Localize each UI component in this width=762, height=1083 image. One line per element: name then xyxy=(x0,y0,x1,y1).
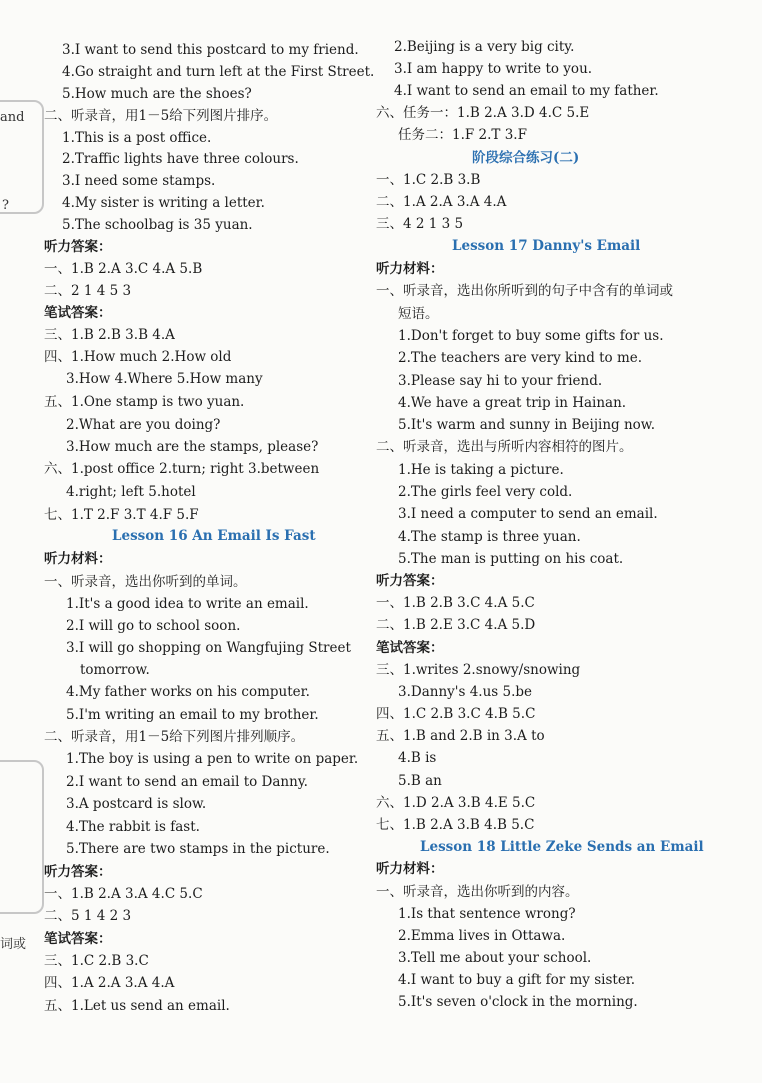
text-line: 1.Don't forget to buy some gifts for us. xyxy=(398,328,664,344)
text-line: 4.My sister is writing a letter. xyxy=(62,195,265,211)
bleed-text-words: 词或 xyxy=(0,937,27,952)
answer-line: 四、1.How much 2.How old xyxy=(44,349,232,365)
text-line: 4.The rabbit is fast. xyxy=(66,819,200,835)
text-line: 4.I want to send an email to my father. xyxy=(394,83,659,99)
lesson-16-title: Lesson 16 An Email Is Fast xyxy=(112,528,316,544)
label-written-answers: 笔试答案： xyxy=(44,305,112,321)
lesson-17-title: Lesson 17 Danny's Email xyxy=(452,238,641,254)
stage-review-title: 阶段综合练习(二) xyxy=(472,150,580,166)
answer-line: 五、1.B and 2.B in 3.A to xyxy=(376,728,545,744)
text-line: 5.It's seven o'clock in the morning. xyxy=(398,994,638,1010)
answer-line: 4.B is xyxy=(398,750,437,766)
section-heading: 一、听录音，选出你听到的内容。 xyxy=(376,884,579,900)
text-line: 5.The man is putting on his coat. xyxy=(398,551,624,567)
text-line: 5.I'm writing an email to my brother. xyxy=(66,707,319,723)
text-line: 1.The boy is using a pen to write on paper. xyxy=(66,751,359,767)
answer-line: 三、1.writes 2.snowy/snowing xyxy=(376,662,581,678)
bleed-text-and: and xyxy=(0,110,25,125)
text-line: 5.It's warm and sunny in Beijing now. xyxy=(398,417,656,433)
section-heading: 二、听录音，选出与所听内容相符的图片。 xyxy=(376,439,633,455)
answer-line: 七、1.T 2.F 3.T 4.F 5.F xyxy=(44,507,199,523)
answer-line: 二、1.A 2.A 3.A 4.A xyxy=(376,194,507,210)
bleed-text-q: ? xyxy=(2,198,9,213)
text-line: 2.The girls feel very cold. xyxy=(398,484,573,500)
answer-line: 2.What are you doing? xyxy=(66,417,221,433)
bleed-mark-bottom xyxy=(0,760,44,914)
answer-line: 三、1.C 2.B 3.C xyxy=(44,953,149,969)
section-heading: 二、听录音，用1－5给下列图片排序。 xyxy=(44,108,278,124)
answer-line: 3.Danny's 4.us 5.be xyxy=(398,684,533,700)
text-line: 5.The schoolbag is 35 yuan. xyxy=(62,217,253,233)
answer-line: 二、2 1 4 5 3 xyxy=(44,283,132,299)
text-line: 1.This is a post office. xyxy=(62,130,212,146)
label-listening-material: 听力材料： xyxy=(44,551,112,567)
answer-line: 四、1.C 2.B 3.C 4.B 5.C xyxy=(376,706,536,722)
lesson-18-title: Lesson 18 Little Zeke Sends an Email xyxy=(420,839,704,855)
text-line: 4.I want to buy a gift for my sister. xyxy=(398,972,636,988)
text-line: 4.Go straight and turn left at the First Street. xyxy=(62,64,375,80)
text-line: 1.He is taking a picture. xyxy=(398,462,564,478)
text-line: 3.Please say hi to your friend. xyxy=(398,373,603,389)
text-line: tomorrow. xyxy=(80,662,150,678)
text-line: 2.Emma lives in Ottawa. xyxy=(398,928,566,944)
section-heading: 一、听录音，选出你所听到的句子中含有的单词或 xyxy=(376,283,673,299)
text-line: 2.I want to send an email to Danny. xyxy=(66,774,308,790)
text-line: 2.Traffic lights have three colours. xyxy=(62,151,299,167)
answer-line: 一、1.B 2.A 3.A 4.C 5.C xyxy=(44,886,203,902)
text-line: 5.There are two stamps in the picture. xyxy=(66,841,330,857)
text-line: 2.The teachers are very kind to me. xyxy=(398,350,643,366)
text-line: 4.We have a great trip in Hainan. xyxy=(398,395,627,411)
label-listening-material: 听力材料： xyxy=(376,261,444,277)
answer-line: 任务二：1.F 2.T 3.F xyxy=(398,127,527,143)
section-heading: 二、听录音，用1－5给下列图片排列顺序。 xyxy=(44,729,305,745)
text-line: 1.It's a good idea to write an email. xyxy=(66,596,309,612)
answer-line: 二、5 1 4 2 3 xyxy=(44,908,132,924)
text-line: 4.The stamp is three yuan. xyxy=(398,529,581,545)
answer-line: 三、1.B 2.B 3.B 4.A xyxy=(44,327,175,343)
answer-line: 4.right; left 5.hotel xyxy=(66,484,196,500)
text-line: 3.I am happy to write to you. xyxy=(394,61,593,77)
text-line: 5.How much are the shoes? xyxy=(62,86,252,102)
answer-line: 3.How much are the stamps, please? xyxy=(66,439,319,455)
label-listening-answers: 听力答案： xyxy=(376,573,444,589)
answer-line: 三、4 2 1 3 5 xyxy=(376,216,464,232)
text-line: 3.A postcard is slow. xyxy=(66,796,207,812)
answer-line: 七、1.B 2.A 3.B 4.B 5.C xyxy=(376,817,535,833)
text-line: 4.My father works on his computer. xyxy=(66,684,310,700)
text-line: 2.Beijing is a very big city. xyxy=(394,39,575,55)
answer-line: 六、1.post office 2.turn; right 3.between xyxy=(44,461,320,477)
label-written-answers: 笔试答案： xyxy=(44,931,112,947)
answer-line: 四、1.A 2.A 3.A 4.A xyxy=(44,975,175,991)
answer-line: 一、1.B 2.A 3.C 4.A 5.B xyxy=(44,261,203,277)
label-written-answers: 笔试答案： xyxy=(376,640,444,656)
section-heading-cont: 短语。 xyxy=(398,306,439,322)
text-line: 3.I need a computer to send an email. xyxy=(398,506,658,522)
text-line: 1.Is that sentence wrong? xyxy=(398,906,576,922)
answer-line: 五、1.One stamp is two yuan. xyxy=(44,394,245,410)
text-line: 3.I need some stamps. xyxy=(62,173,216,189)
label-listening-answers: 听力答案： xyxy=(44,864,112,880)
text-line: 3.I will go shopping on Wangfujing Street xyxy=(66,640,351,656)
section-heading: 一、听录音，选出你听到的单词。 xyxy=(44,574,247,590)
answer-line: 二、1.B 2.E 3.C 4.A 5.D xyxy=(376,617,536,633)
text-line: 2.I will go to school soon. xyxy=(66,618,241,634)
answer-line: 五、1.Let us send an email. xyxy=(44,998,230,1014)
answer-line: 3.How 4.Where 5.How many xyxy=(66,371,263,387)
answer-line: 六、任务一：1.B 2.A 3.D 4.C 5.E xyxy=(376,105,590,121)
answer-line: 一、1.B 2.B 3.C 4.A 5.C xyxy=(376,595,535,611)
text-line: 3.Tell me about your school. xyxy=(398,950,592,966)
answer-line: 一、1.C 2.B 3.B xyxy=(376,172,481,188)
text-line: 3.I want to send this postcard to my friend. xyxy=(62,42,359,58)
label-listening-material: 听力材料： xyxy=(376,861,444,877)
answer-line: 5.B an xyxy=(398,773,442,789)
label-listening-answers: 听力答案： xyxy=(44,239,112,255)
answer-line: 六、1.D 2.A 3.B 4.E 5.C xyxy=(376,795,536,811)
